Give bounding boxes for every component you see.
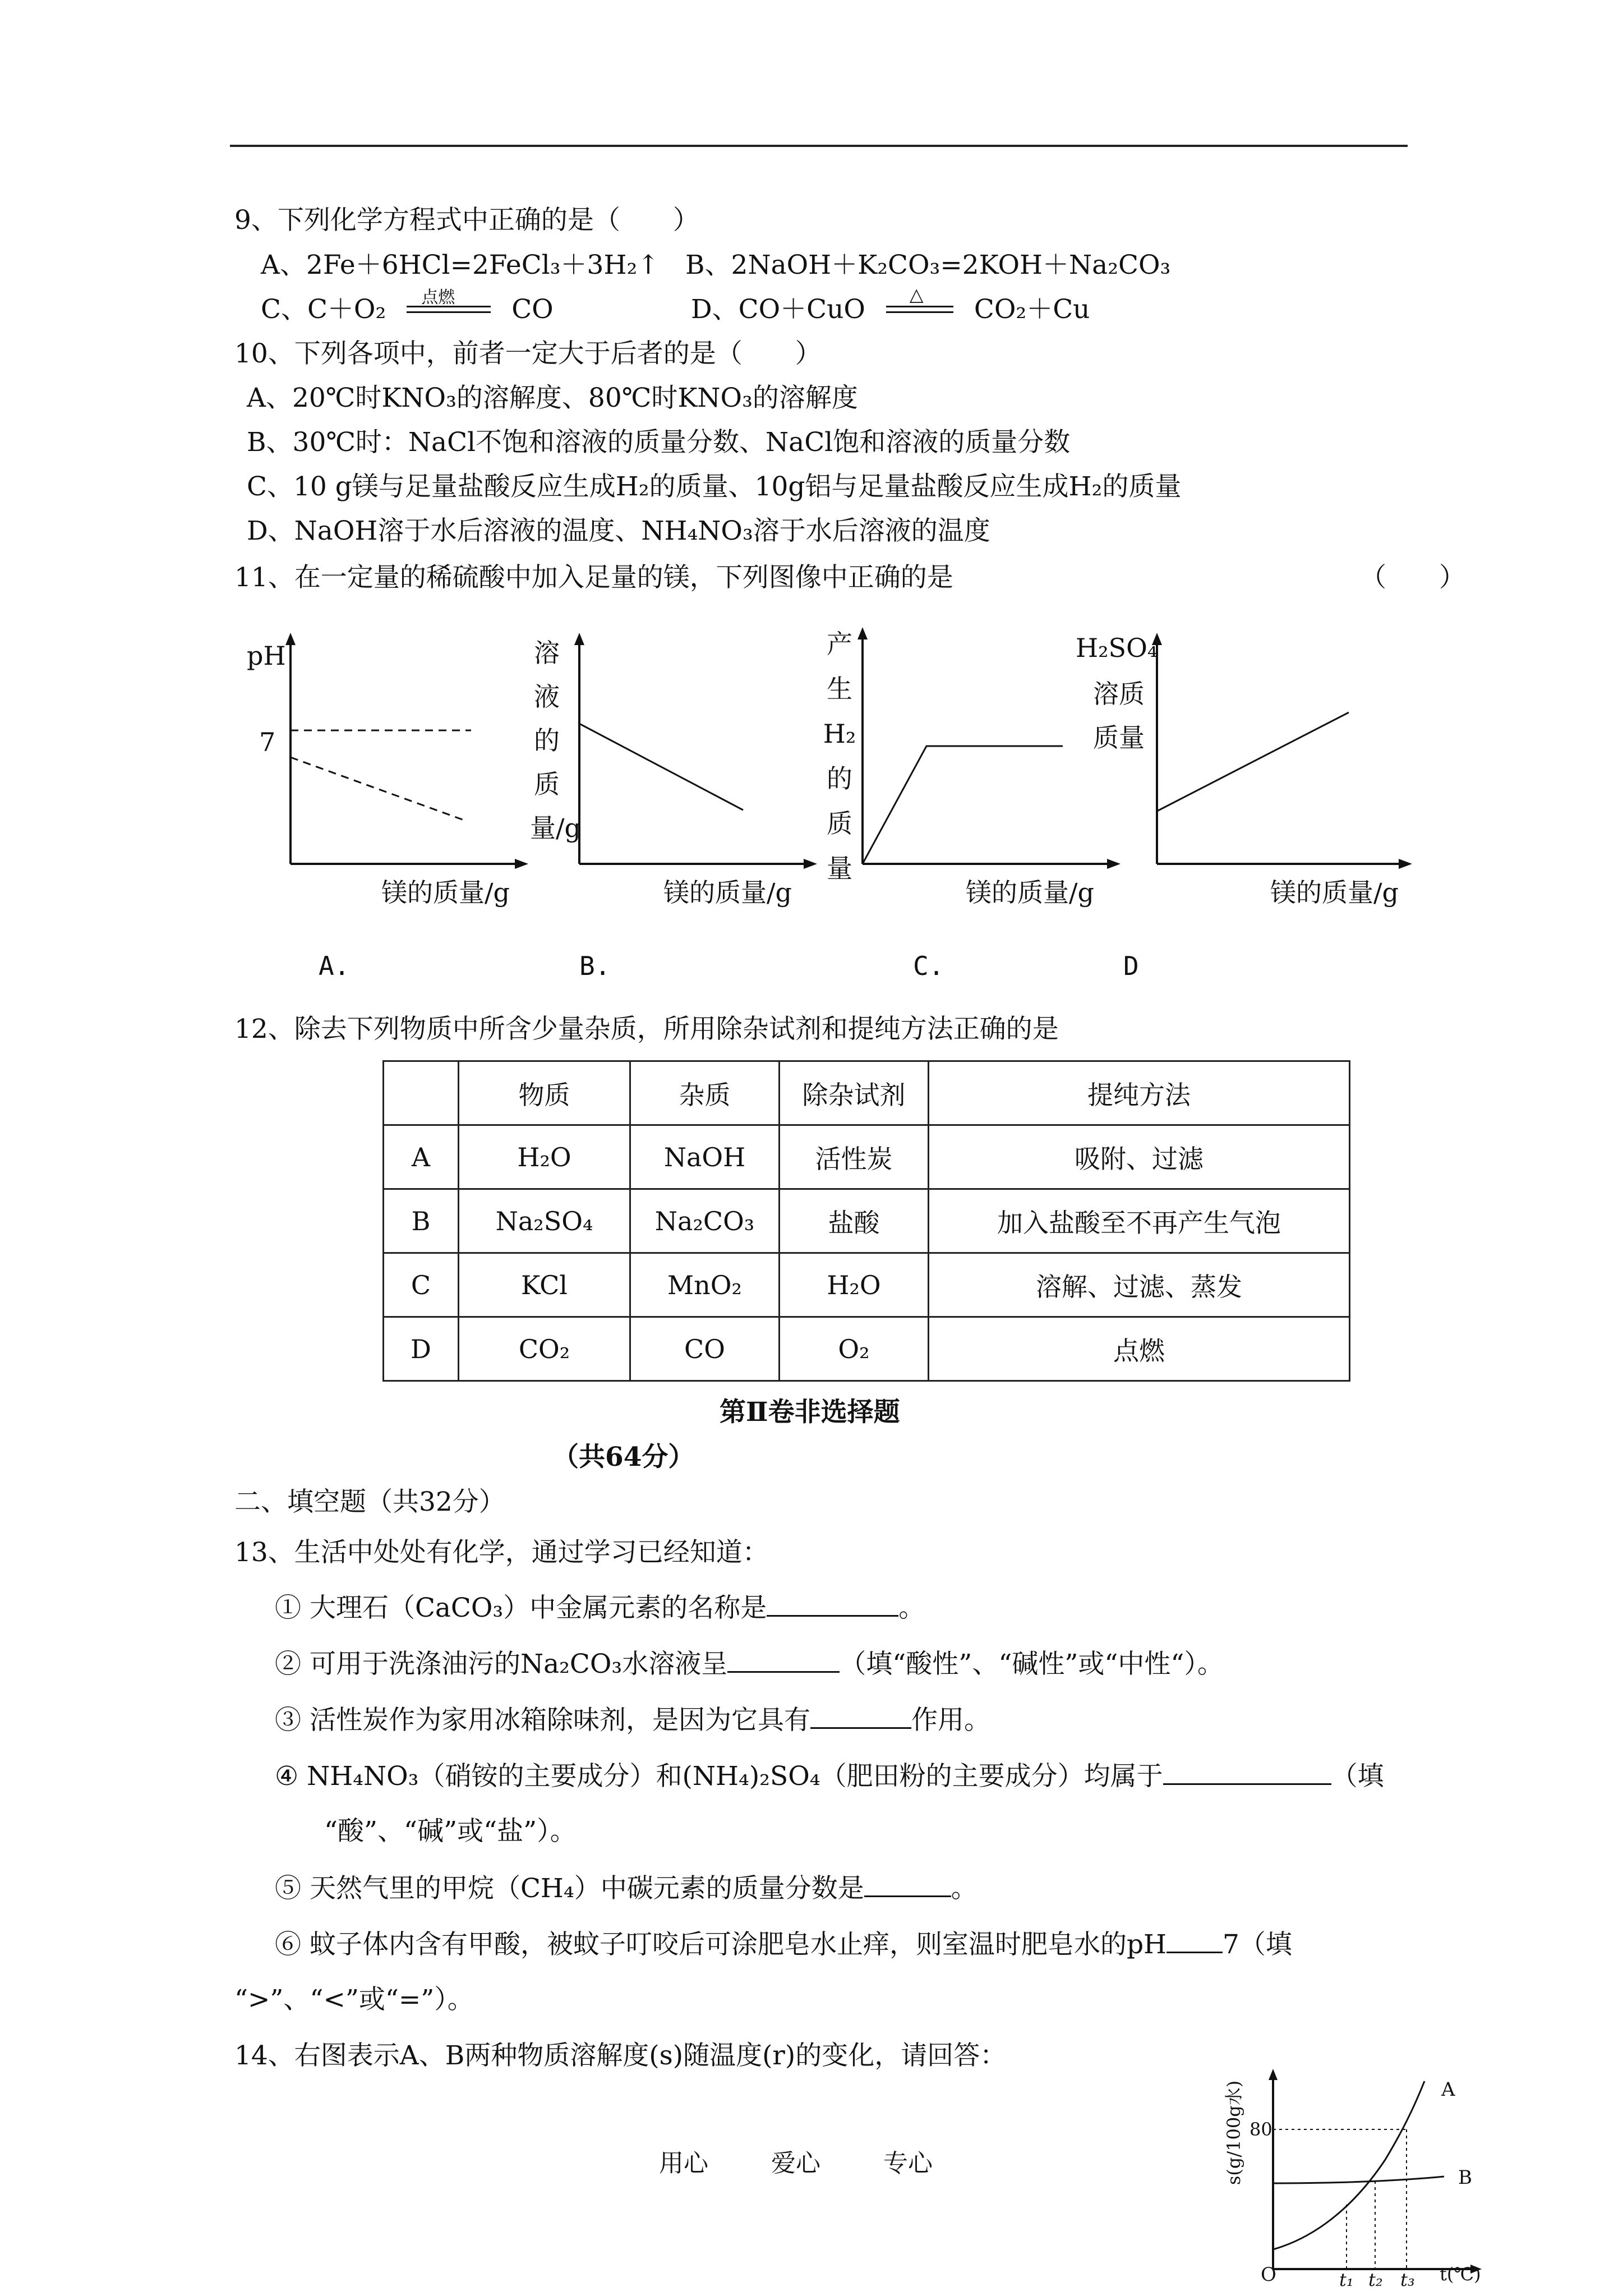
part2-score: （共64分） — [552, 1442, 695, 1473]
q13-item-3: ③ 活性炭作为家用冰箱除味剂，是因为它具有 作用。 — [275, 1703, 990, 1737]
q9-stem: 9、下列化学方程式中正确的是（ ） — [234, 205, 699, 236]
solubility-t3: t₃ — [1400, 2269, 1415, 2290]
q13-item-6-cont: “>”、“<”或“=”）。 — [234, 1984, 474, 2015]
q11-answer-paren: （ ） — [1360, 562, 1465, 593]
graph-c-xlabel: 镁的质量/g — [966, 877, 1094, 908]
curve-a-label: A — [1441, 2078, 1455, 2101]
solubility-origin: O — [1261, 2263, 1276, 2286]
q13-item-2: ② 可用于洗涤油污的Na₂CO₃水溶液呈 （填“酸性”、“碱性”或“中性“）。 — [275, 1646, 1224, 1681]
q9-option-d: D、CO＋CuO △ CO₂＋Cu — [691, 293, 1090, 326]
header-rule — [230, 145, 1408, 147]
footer-text-1: 用心 — [659, 2149, 708, 2178]
solubility-y80: 80 — [1249, 2119, 1272, 2140]
graph-c-option: C. — [913, 951, 944, 981]
graph-c-ylabel: 产生H₂的质量 — [823, 629, 856, 884]
part2-title: 第Ⅱ卷非选择题 — [720, 1397, 900, 1428]
q13-item-4-cont: “酸”、“碱”或“盐”）。 — [324, 1816, 577, 1847]
footer-text-2: 爱心 — [771, 2149, 820, 2178]
q10-option-b: B、30℃时：NaCl不饱和溶液的质量分数、NaCl饱和溶液的质量分数 — [247, 427, 1071, 458]
q13-item-6: ⑥ 蚊子体内含有甲酸，被蚊子叮咬后可涂肥皂水止痒，则室温时肥皂水的pH 7（填 — [275, 1927, 1292, 1962]
table-row: C KCl MnO₂ H₂O 溶解、过滤、蒸发 — [384, 1253, 1350, 1317]
q11-stem: 11、在一定量的稀硫酸中加入足量的镁，下列图像中正确的是 — [234, 562, 953, 593]
graph-d-xlabel: 镁的质量/g — [1270, 877, 1399, 908]
graph-b-ylabel: 溶液的质量/g — [530, 638, 581, 843]
answer-blank[interactable] — [810, 1703, 911, 1729]
solubility-t2: t₂ — [1368, 2269, 1383, 2290]
solubility-t1: t₁ — [1339, 2269, 1354, 2290]
graph-b — [564, 628, 822, 886]
q10-option-c: C、10 g镁与足量盐酸反应生成H₂的质量、10g铝与足量盐酸反应生成H₂的质量 — [247, 471, 1182, 502]
q13-stem: 13、生活中处处有化学，通过学习已经知道： — [234, 1537, 769, 1568]
solubility-ylabel: s(g/100g水) — [1223, 2080, 1244, 2185]
reaction-condition: 点燃 — [421, 288, 455, 307]
q10-option-d: D、NaOH溶于水后溶液的温度、NH₄NO₃溶于水后溶液的温度 — [247, 516, 990, 546]
graph-a — [275, 628, 533, 886]
graph-d — [1141, 628, 1422, 886]
solubility-xlabel: t(℃) — [1440, 2263, 1481, 2285]
graph-a-ph-7: 7 — [259, 727, 276, 757]
curve-b-label: B — [1458, 2166, 1472, 2189]
footer-text-3: 专心 — [883, 2149, 933, 2178]
answer-blank[interactable] — [727, 1646, 840, 1673]
q14-stem: 14、右图表示A、B两种物质溶解度(s)随温度(r)的变化，请回答： — [234, 2040, 1007, 2071]
purification-table — [382, 1060, 1350, 1382]
q13-item-4: ④ NH₄NO₃（硝铵的主要成分）和(NH₄)₂SO₄（肥田粉的主要成分）均属于 （填 — [275, 1759, 1384, 1793]
graph-a-ylabel: pH — [247, 641, 286, 671]
graph-d-option: D — [1123, 951, 1139, 981]
q9-option-c: C、C＋O₂ 点燃 CO — [261, 293, 554, 326]
section2-heading: 二、填空题（共32分） — [234, 1487, 505, 1517]
table-row: A H₂O NaOH 活性炭 吸附、过滤 — [384, 1125, 1350, 1189]
q10-stem: 10、下列各项中，前者一定大于后者的是（ ） — [234, 338, 822, 369]
q13-item-1: ① 大理石（CaCO₃）中金属元素的名称是 。 — [275, 1590, 925, 1625]
answer-blank[interactable] — [767, 1590, 898, 1617]
answer-blank[interactable] — [1166, 1927, 1223, 1953]
graph-a-option: A. — [319, 951, 350, 981]
table-row: D CO₂ CO O₂ 点燃 — [384, 1317, 1350, 1381]
graph-a-xlabel: 镁的质量/g — [381, 877, 510, 908]
graph-b-option: B. — [579, 951, 611, 981]
q9-option-a: A、2Fe＋6HCl=2FeCl₃＋3H₂↑ — [261, 250, 660, 280]
answer-blank[interactable] — [864, 1871, 951, 1897]
graph-b-xlabel: 镁的质量/g — [663, 877, 792, 908]
graph-d-ylabel: 溶质质量 — [1093, 679, 1145, 753]
q10-option-a: A、20℃时KNO₃的溶解度、80℃时KNO₃的溶解度 — [247, 383, 858, 413]
table-row: B Na₂SO₄ Na₂CO₃ 盐酸 加入盐酸至不再产生气泡 — [384, 1189, 1350, 1253]
q9-option-b: B、2NaOH＋K₂CO₃=2KOH＋Na₂CO₃ — [685, 250, 1171, 280]
q12-stem: 12、除去下列物质中所含少量杂质，所用除杂试剂和提纯方法正确的是 — [234, 1014, 1059, 1045]
q13-item-5: ⑤ 天然气里的甲烷（CH₄）中碳元素的质量分数是 。 — [275, 1871, 978, 1906]
answer-blank[interactable] — [1163, 1759, 1331, 1785]
heat-condition: △ — [909, 284, 924, 305]
table-header-row: 物质 杂质 除杂试剂 提纯方法 — [384, 1061, 1350, 1125]
graph-d-ylabel-formula: H₂SO₄ — [1076, 633, 1158, 663]
